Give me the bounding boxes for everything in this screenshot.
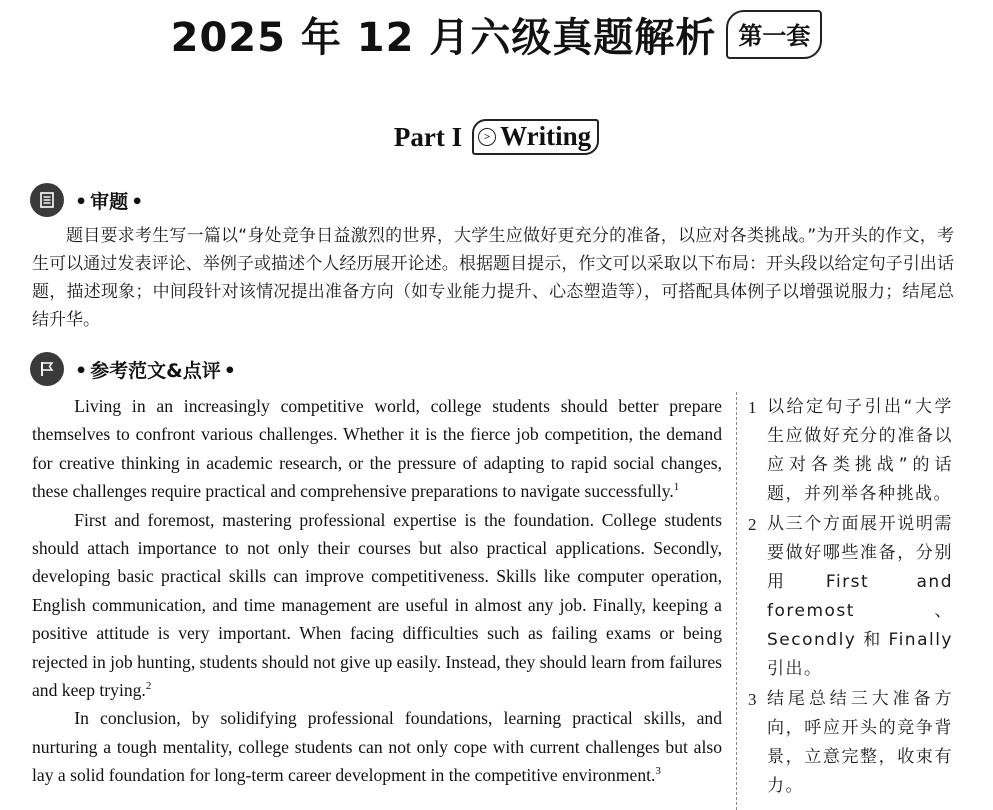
essay-paragraph: Living in an increasingly competitive world, college students should better prepare themselves to confront various challenges. Whether it is the fierce job competition, the demand for creative thinking in academic research, or the pressure of adapting to rapid social changes, these challenges require practical and comprehensive preparations to navigate successfully.$^1$ <box>32 396 722 502</box>
footnote-ref: 2 <box>145 680 152 693</box>
footnote-ref: 1 <box>673 481 680 494</box>
footnote-ref: 3 <box>655 765 661 778</box>
sample-title: • 参考范文&点评 • <box>75 359 236 382</box>
essay-paragraph: In conclusion, by solidifying professional foundations, learning practical skills, and nurturing a tough mentality, college students can not only cope with current challenges but also lay a solid foundation for long-term career development in the competitive environment.$^3$ <box>32 708 722 786</box>
title-main: 2025 年 12 月六级真题解析 <box>170 15 717 61</box>
essay-paragraph: First and foremost, mastering professional expertise is the foundation. College students should attach importance to not only their courses but also practical applications. Secondly, developing basic practical skills can improve competitiveness. Skills like computer operation, English communication, and time management are useful in almost any job. Finally, keeping a positive attitude is very important. When facing difficulties such as failing exams or being rejected in job hunting, students should not give up easily. Instead, they should learn from failures and keep trying.$^2$ <box>32 509 722 701</box>
part-heading <box>0 119 993 155</box>
sample-heading <box>30 352 239 386</box>
dashed-divider <box>736 392 737 810</box>
analysis-heading <box>30 183 146 217</box>
part-name: Writing <box>500 121 592 151</box>
flag-icon <box>30 352 64 386</box>
arrow-circle-icon: > <box>478 128 496 146</box>
sample-essay <box>32 392 722 790</box>
note-item: 3 结尾总结三大准备方向，呼应开头的竞争背景，立意完整，收束有力。 <box>748 689 953 796</box>
analysis-text: 题目要求考生写一篇以“身处竞争日益激烈的世界，大学生应做好更充分的准备，以应对各类挑战。”为开头的作文，考生可以通过发表评论、举例子或描述个人经历展开论述。根据题目提示，作文可以采取以下布局：开头段以给定句子引出话题，描述现象；中间段针对该情况提出准备方向（如专业能力提升、心态塑造等），可搭配具体例子以增强说服力；结尾总结升华。 <box>32 226 954 330</box>
note-item: 2 从三个方面展开说明需要做好哪些准备，分别用First and foremost、Secondly和Finally引出。 <box>748 514 953 679</box>
part-label: Part I <box>393 121 463 152</box>
document-icon <box>30 183 64 217</box>
title-tag: 第一套 <box>726 10 822 59</box>
part-name-box <box>472 119 599 155</box>
page-title <box>0 6 993 63</box>
analysis-title: • 审题 • <box>75 190 144 213</box>
note-item: 1 以给定句子引出“大学生应做好充分的准备以应对各类挑战”的话题，并列举各种挑战。 <box>748 397 953 504</box>
comment-notes <box>748 393 953 802</box>
